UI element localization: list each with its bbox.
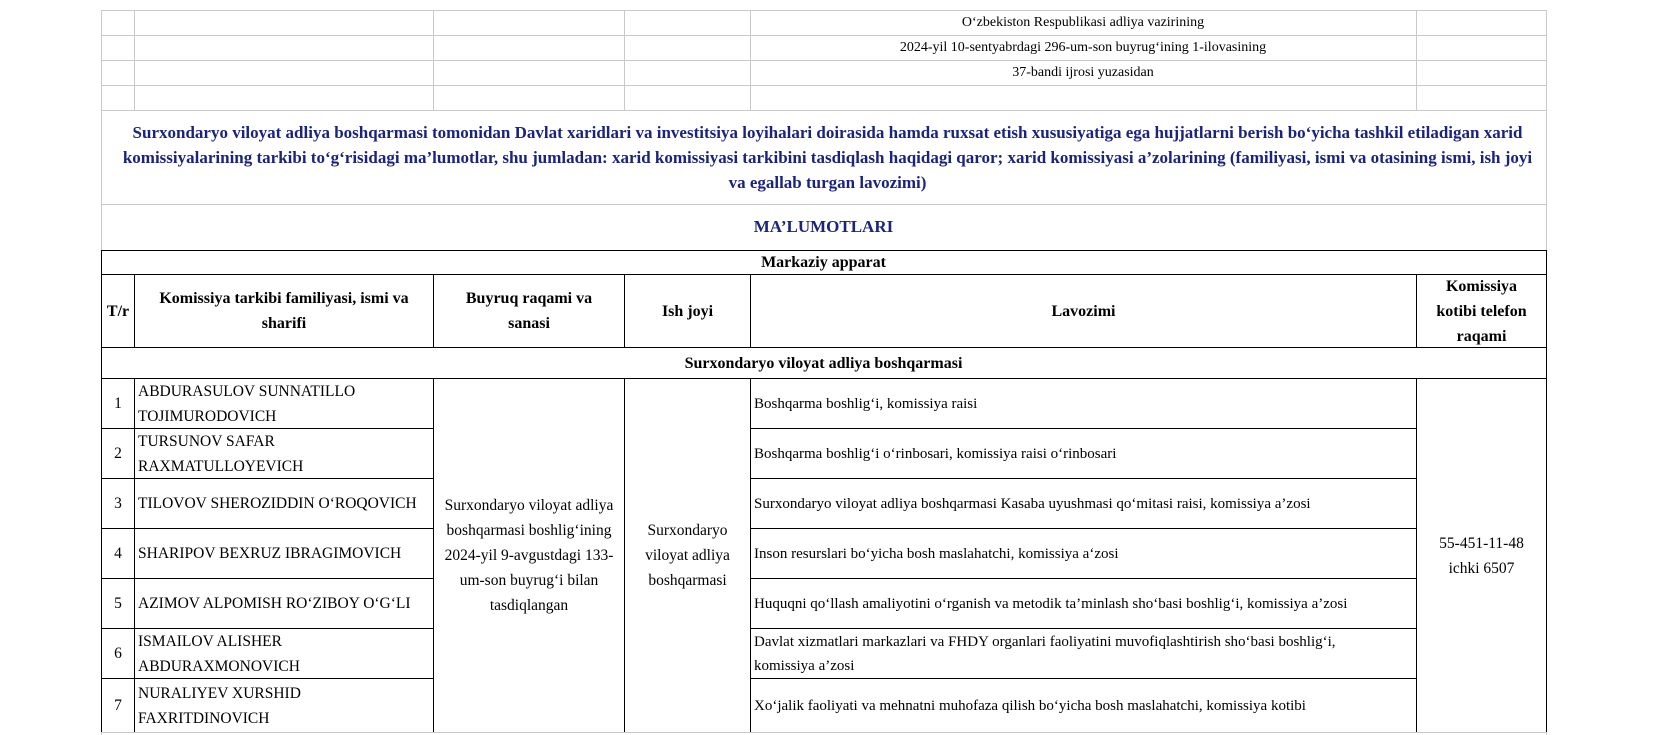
document-subtitle: MA’LUMOTLARI bbox=[753, 216, 894, 236]
column-header-name: Komissiya tarkibi familiyasi, ismi va sharifi bbox=[159, 290, 409, 332]
row-number: 3 bbox=[114, 495, 122, 512]
row-number: 1 bbox=[114, 395, 122, 412]
member-name: ISMAILOV ALISHER ABDURAXMONOVICH bbox=[138, 632, 300, 675]
member-position: Boshqarma boshlig‘i o‘rinbosari, komissiya raisi o‘rinbosari bbox=[754, 445, 1117, 462]
gridline bbox=[101, 10, 1546, 11]
header-note-3: 37-bandi ijrosi yuzasidan bbox=[1012, 65, 1154, 80]
gridline bbox=[101, 60, 1546, 61]
member-name: NURALIYEV XURSHID FAXRITDINOVICH bbox=[138, 684, 301, 727]
workplace-cell: Surxondaryo viloyat adliya boshqarmasi bbox=[645, 522, 730, 589]
column-header-number: T/r bbox=[106, 302, 130, 320]
group-heading: Surxondaryo viloyat adliya boshqarmasi bbox=[684, 354, 963, 372]
member-position: Boshqarma boshlig‘i, komissiya raisi bbox=[754, 395, 978, 412]
order-cell: Surxondaryo viloyat adliya boshqarmasi boshlig‘ining 2024-yil 9-avgustdagi 133-um-son buyrug‘i bilan tasdiqlangan bbox=[444, 497, 614, 614]
member-position: Surxondaryo viloyat adliya boshqarmasi Kasaba uyushmasi qo‘mitasi raisi, komissiya a’zosi bbox=[754, 495, 1311, 512]
gridline bbox=[101, 732, 1546, 733]
header-note-1: O‘zbekiston Respublikasi adliya vazirining bbox=[961, 15, 1205, 30]
column-header-order: Buyruq raqami va sanasi bbox=[465, 290, 593, 332]
gridline bbox=[101, 204, 1546, 205]
table-border bbox=[1546, 250, 1547, 732]
member-position: Huquqni qo‘llash amaliyotini o‘rganish va metodik ta’minlash sho‘basi boshlig‘i, komissiya a’zosi bbox=[754, 595, 1348, 612]
header-note-2: 2024-yil 10-sentyabrdagi 296-um-son buyrug‘ining 1-ilovasining bbox=[899, 40, 1267, 55]
row-number: 6 bbox=[114, 645, 122, 662]
gridline bbox=[101, 110, 1546, 111]
gridline bbox=[433, 10, 434, 110]
member-name: SHARIPOV BEXRUZ IBRAGIMOVICH bbox=[138, 545, 402, 562]
column-header-workplace: Ish joyi bbox=[661, 302, 714, 320]
phone-cell: 55-451-11-48 ichki 6507 bbox=[1439, 534, 1524, 577]
gridline bbox=[624, 10, 625, 110]
document-title: Surxondaryo viloyat adliya boshqarmasi tomonidan Davlat xaridlari va investitsiya loyihalari doirasida hamda ruxsat etish xususiyatiga ega hujjatlarni berish bo‘yicha tashkil etiladigan xarid komissiyalarining tarkibi to‘g‘risidagi ma’lumotlar, shu jumladan: xarid komissiyasi tarkibini tasdiqlash haqidagi qaror; xarid komissiyasi a’zolarining (familiyasi, ismi va otasining ismi, ish joyi va egallab turgan lavozimi) bbox=[122, 122, 1533, 192]
section-heading: Markaziy apparat bbox=[761, 254, 886, 271]
gridline bbox=[750, 10, 751, 110]
row-number: 2 bbox=[114, 445, 122, 462]
column-header-phone: Komissiya kotibi telefon raqami bbox=[1436, 277, 1527, 345]
gridline bbox=[101, 35, 1546, 36]
member-name: AZIMOV ALPOMISH RO‘ZIBOY O‘G‘LI bbox=[138, 595, 411, 612]
row-number: 4 bbox=[114, 545, 122, 562]
member-position: Davlat xizmatlari markazlari va FHDY organlari faoliyatini muvofiqlashtirish sho‘basi boshlig‘i, komissiya a’zosi bbox=[754, 633, 1336, 674]
row-number: 7 bbox=[114, 697, 122, 714]
member-name: TILOVOV SHEROZIDDIN O‘ROQOVICH bbox=[138, 495, 417, 512]
gridline bbox=[1416, 10, 1417, 110]
member-name: ABDURASULOV SUNNATILLO TOJIMURODOVICH bbox=[138, 382, 356, 425]
gridline bbox=[134, 10, 135, 110]
member-position: Xo‘jalik faoliyati va mehnatni muhofaza qilish bo‘yicha bosh maslahatchi, komissiya kotibi bbox=[754, 697, 1306, 714]
gridline bbox=[101, 85, 1546, 86]
row-number: 5 bbox=[114, 595, 122, 612]
column-header-position: Lavozimi bbox=[1051, 302, 1116, 320]
member-position: Inson resurslari bo‘yicha bosh maslahatchi, komissiya a‘zosi bbox=[754, 545, 1119, 562]
member-name: TURSUNOV SAFAR RAXMATULLOYEVICH bbox=[138, 432, 304, 475]
